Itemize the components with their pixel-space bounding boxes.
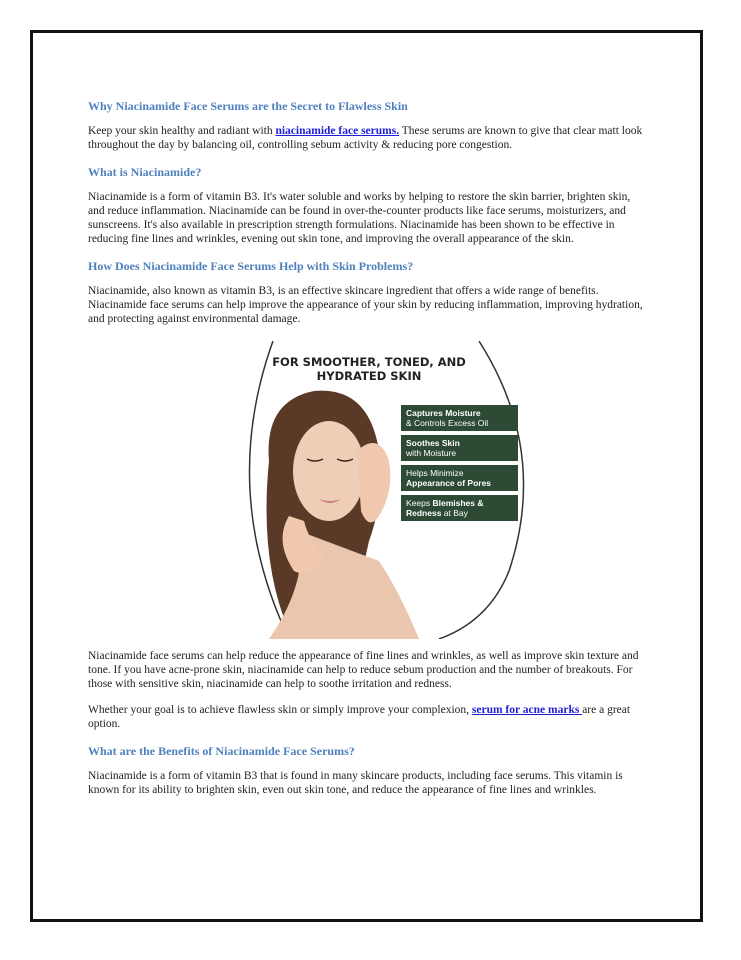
paragraph-benefits: Niacinamide is a form of vitamin B3 that is found in many skincare products, including face serums. This vitamin is known for its ability to brighten skin, even out skin tone, and reduce the appearance of fine lines and wrinkles. <box>88 770 623 796</box>
paragraph-reduce-lines: Niacinamide face serums can help reduce the appearance of fine lines and wrinkles, as well as improve skin texture and tone. If you have acne-prone skin, niacinamide can help to reduce sebum production and the number of breakouts. For those with sensitive skin, niacinamide can help to soothe irritation and redness. <box>88 650 639 690</box>
document-body <box>88 98 648 797</box>
benefit-pill-moisture: Captures Moisture & Controls Excess Oil <box>401 405 518 431</box>
heading-what-is-niacinamide: What is Niacinamide? <box>88 165 202 179</box>
headline-line-2: HYDRATED SKIN <box>316 369 422 383</box>
paragraph-intro <box>88 124 648 152</box>
intro-text-end: These serums are known to give that clear matt look throughout the day by balancing oil, controlling sebum activity & reducing pore congestion. <box>88 125 643 151</box>
headline-line-1: FOR SMOOTHER, TONED, AND <box>272 355 466 369</box>
intro-text-start: Keep your skin healthy and radiant with <box>88 125 276 137</box>
figure-headline <box>269 355 469 383</box>
product-benefits-image <box>229 341 529 639</box>
benefit-pill-pores: Helps Minimize Appearance of Pores <box>401 465 518 491</box>
goal-text-start: Whether your goal is to achieve flawless skin or simply improve your complexion, <box>88 704 472 716</box>
paragraph-what-is: Niacinamide is a form of vitamin B3. It's water soluble and works by helping to restore the skin barrier, brighten skin, and reduce inflammation. Niacinamide can be found in over-the-counter products like face serums, moisturizers, and sunscreens. It's also available in prescription strength formulations. Niacinamide has been shown to be effective in reducing fine lines and wrinkles, evening out skin tone, and improving the overall appearance of the skin. <box>88 191 631 245</box>
acne-marks-serum-link[interactable]: serum for acne marks <box>471 704 583 716</box>
benefit-pill-blemishes: Keeps Blemishes & Redness at Bay <box>401 495 518 521</box>
heading-why-niacinamide: Why Niacinamide Face Serums are the Secret to Flawless Skin <box>88 99 408 113</box>
heading-benefits: What are the Benefits of Niacinamide Face Serums? <box>88 744 355 758</box>
goal-text-end: are a great option. <box>88 704 631 730</box>
heading-how-serums-help: How Does Niacinamide Face Serums Help with Skin Problems? <box>88 259 414 273</box>
niacinamide-serums-link[interactable]: niacinamide face serums. <box>275 125 400 137</box>
paragraph-how-help: Niacinamide, also known as vitamin B3, is an effective skincare ingredient that offers a wide range of benefits. Niacinamide face serums can help improve the appearance of your skin by reducing inflammation, improving hydration, and protecting against environmental damage. <box>88 285 643 325</box>
benefit-pill-soothes: Soothes Skin with Moisture <box>401 435 518 461</box>
paragraph-goal <box>88 703 648 731</box>
